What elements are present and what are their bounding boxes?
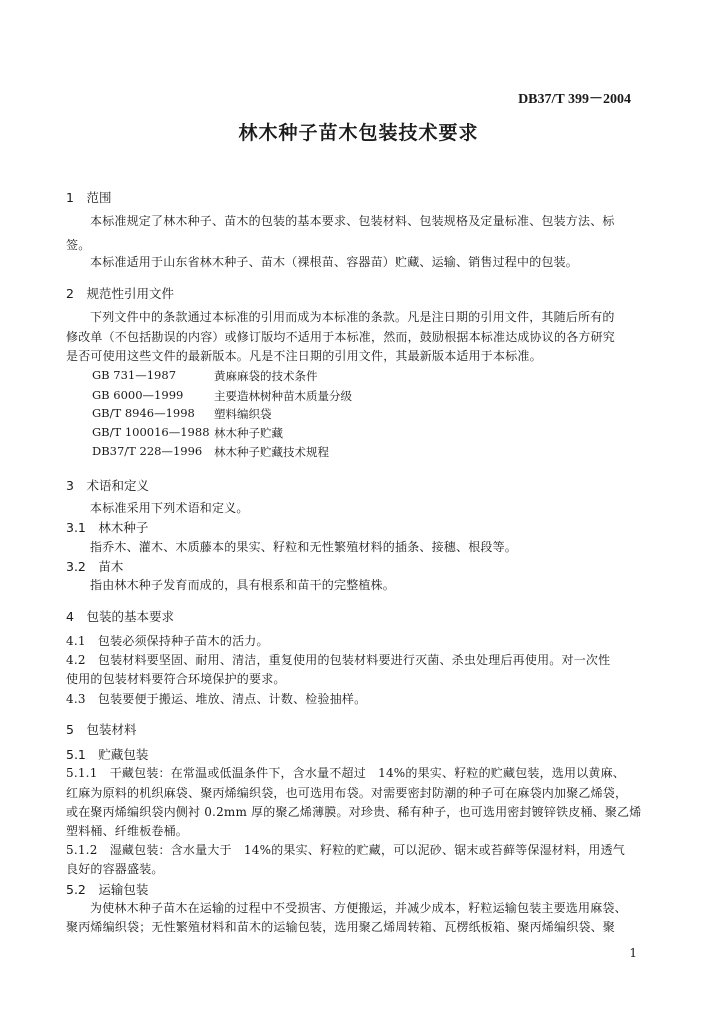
clause-4-3: 4.3 包装要便于搬运、堆放、清点、计数、检验抽样。 <box>66 692 367 706</box>
reference-code: GB 6000—1999 <box>92 388 184 402</box>
section-3-intro: 本标准采用下列术语和定义。 <box>90 501 249 515</box>
section-2-heading: 2 规范性引用文件 <box>66 286 174 301</box>
section-1-para-1-line-1: 本标准规定了林木种子、苗木的包装的基本要求、包装材料、包装规格及定量标准、包装方法、标 <box>90 214 615 228</box>
clause-5-1-2-line-2: 良好的容器盛装。 <box>66 862 164 876</box>
reference-name: 主要造林树种苗木质量分级 <box>214 389 352 403</box>
section-2-para-line-2: 修改单（不包括勘误的内容）或修订版均不适用于本标准，然而，鼓励根据本标准达成协议的各方研究 <box>66 330 616 344</box>
term-2-definition: 指由林木种子发育而成的，具有根系和苗干的完整植株。 <box>90 578 396 592</box>
clause-4-2-line-1: 4.2 包装材料要坚固、耐用、清洁，重复使用的包装材料要进行灭菌、杀虫处理后再使用。对一次性 <box>66 653 611 667</box>
clause-5-1-1-line-3: 或在聚丙烯编织袋内侧衬 0.2mm 厚的聚乙烯薄膜。对珍贵、稀有种子，也可选用密封镀锌铁皮桶、聚乙烯 <box>66 805 642 819</box>
standard-code: DB37/T 399－2004 <box>518 92 631 107</box>
clause-5-1-heading: 5.1 贮藏包装 <box>66 747 149 762</box>
term-1-heading: 3.1 林木种子 <box>66 520 149 535</box>
clause-4-1: 4.1 包装必须保持种子苗木的活力。 <box>66 634 269 648</box>
section-2-para-line-1: 下列文件中的条款通过本标准的引用而成为本标准的条款。凡是注日期的引用文件，其随后所有的 <box>90 310 615 324</box>
clause-5-1-2-line-1: 5.1.2 湿藏包装：含水量大于 14%的果实、籽粒的贮藏，可以泥砂、锯末或苔藓等保湿材料，用透气 <box>66 843 626 857</box>
reference-name: 黄麻麻袋的技术条件 <box>214 369 318 383</box>
clause-5-1-1-line-2: 红麻为原料的机织麻袋、聚丙烯编织袋，也可选用布袋。对需要密封防潮的种子可在麻袋内加聚乙烯袋， <box>66 786 628 800</box>
section-3-heading: 3 术语和定义 <box>66 478 149 493</box>
reference-code: GB/T 8946—1998 <box>92 406 195 420</box>
reference-code: GB 731—1987 <box>92 368 177 382</box>
reference-name: 林木种子贮藏技术规程 <box>214 445 329 459</box>
clause-5-2-line-1: 为使林木种子苗木在运输的过程中不受损害、方便搬运，并减少成本，籽粒运输包装主要选用麻袋、 <box>90 901 627 915</box>
section-1-para-2: 本标准适用于山东省林木种子、苗木（裸根苗、容器苗）贮藏、运输、销售过程中的包装。 <box>90 255 579 269</box>
clause-4-2-line-2: 使用的包装材料要符合环境保护的要求。 <box>66 672 286 686</box>
section-1-para-1-line-2: 签。 <box>66 238 91 252</box>
section-4-heading: 4 包装的基本要求 <box>66 609 174 624</box>
term-1-definition: 指乔木、灌木、木质藤本的果实、籽粒和无性繁殖材料的插条、接穗、根段等。 <box>90 540 518 554</box>
clause-5-2-heading: 5.2 运输包装 <box>66 882 149 897</box>
page-number: 1 <box>629 946 637 960</box>
reference-code: GB/T 100016—1988 <box>92 425 210 439</box>
clause-5-1-1-line-4: 塑料桶、纤维板卷桶。 <box>66 824 189 838</box>
section-5-heading: 5 包装材料 <box>66 722 137 737</box>
reference-name: 林木种子贮藏 <box>214 426 283 440</box>
clause-5-2-line-2: 聚丙烯编织袋；无性繁殖材料和苗木的运输包装，选用聚乙烯周转箱、瓦楞纸板箱、聚丙烯编织袋、聚 <box>66 920 616 934</box>
term-2-heading: 3.2 苗木 <box>66 559 124 574</box>
clause-5-1-1-line-1: 5.1.1 干藏包装：在常温或低温条件下，含水量不超过 14%的果实、籽粒的贮藏包装，选用以黄麻、 <box>66 766 626 780</box>
reference-code: DB37/T 228—1996 <box>92 444 203 458</box>
page-title: 林木种子苗木包装技术要求 <box>238 122 479 144</box>
section-2-para-line-3: 是否可使用这些文件的最新版本。凡是不注日期的引用文件，其最新版本适用于本标准。 <box>66 349 542 363</box>
section-1-heading: 1 范围 <box>66 190 112 205</box>
reference-name: 塑料编织袋 <box>214 407 272 421</box>
